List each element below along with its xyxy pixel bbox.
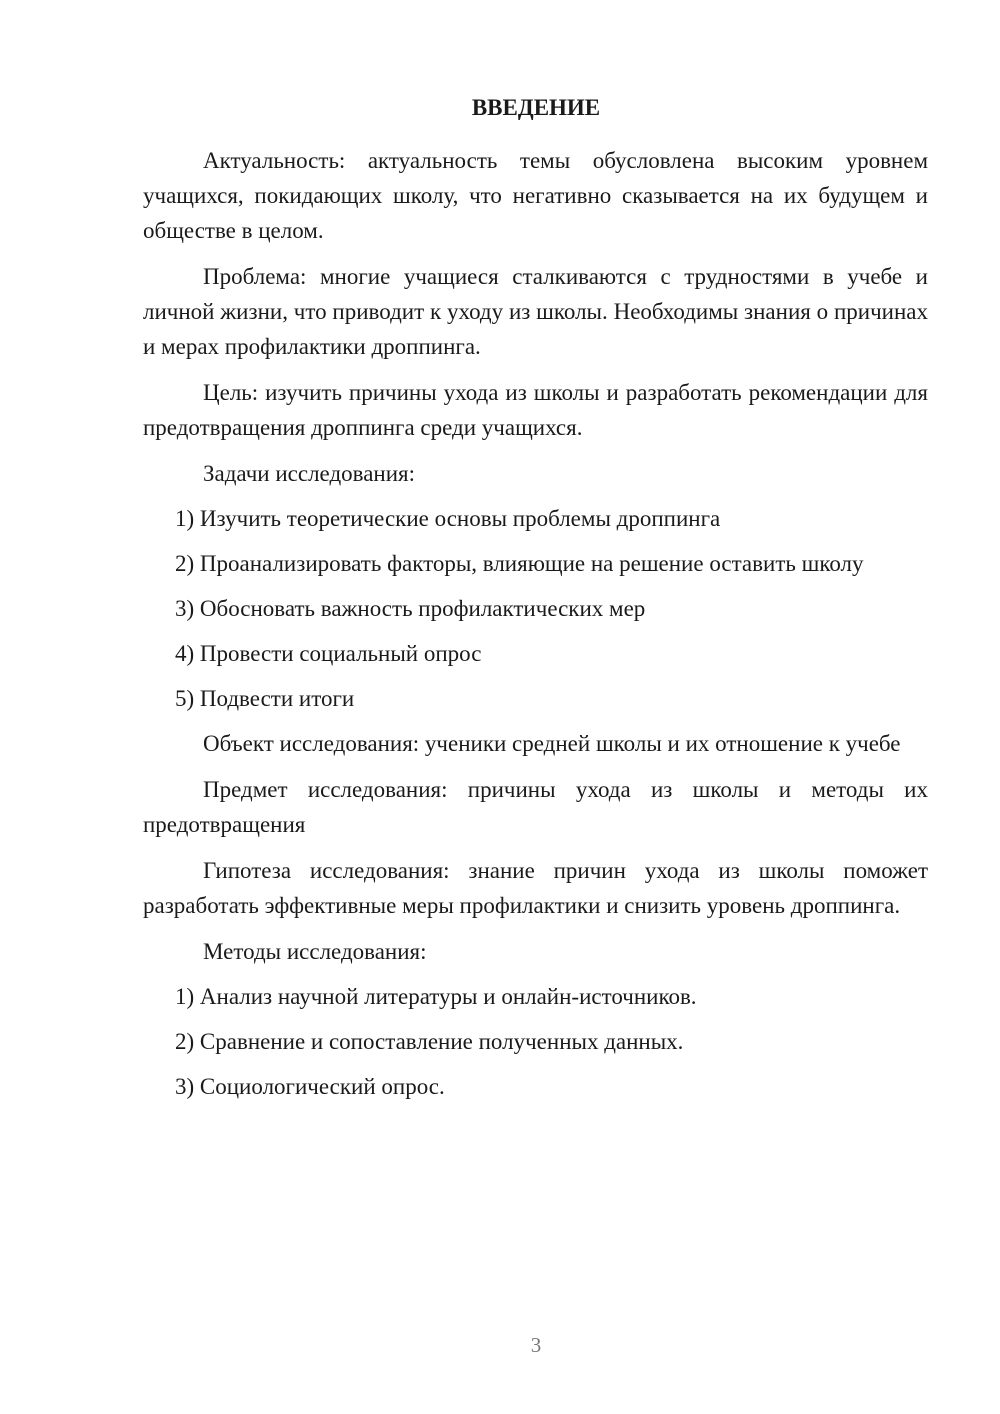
paragraph-hypothesis: Гипотеза исследования: знание причин ухода из школы поможет разработать эффективные меры профилактики и снизить уровень дроппинга.	[143, 858, 928, 918]
paragraph-object: Объект исследования: ученики средней школы и их отношение к учебе	[203, 731, 901, 756]
paragraph-relevance: Актуальность: актуальность темы обусловлена высоким уровнем учащихся, покидающих школу, что негативно сказывается на их будущем и обществе в целом.	[143, 148, 928, 243]
method-item: 3) Социологический опрос.	[175, 1074, 445, 1099]
methods-heading: Методы исследования:	[203, 939, 427, 964]
task-item: 4) Провести социальный опрос	[175, 641, 482, 666]
task-item: 5) Подвести итоги	[175, 686, 355, 711]
task-item: 1) Изучить теоретические основы проблемы дроппинга	[175, 506, 721, 531]
method-item: 2) Сравнение и сопоставление полученных данных.	[175, 1029, 684, 1054]
task-item: 3) Обосновать важность профилактических мер	[175, 596, 646, 621]
paragraph-problem: Проблема: многие учащиеся сталкиваются с трудностями в учебе и личной жизни, что приводит к уходу из школы. Необходимы знания о причинах и мерах профилактики дроппинга.	[143, 264, 928, 359]
page-title: ВВЕДЕНИЕ	[471, 95, 601, 120]
task-item: 2) Проанализировать факторы, влияющие на решение оставить школу	[175, 551, 864, 576]
tasks-heading: Задачи исследования:	[203, 461, 416, 486]
page-number: 3	[530, 1333, 542, 1357]
method-item: 1) Анализ научной литературы и онлайн-источников.	[175, 984, 697, 1009]
paragraph-goal: Цель: изучить причины ухода из школы и разработать рекомендации для предотвращения дроппинга среди учащихся.	[143, 380, 928, 440]
paragraph-subject: Предмет исследования: причины ухода из школы и методы их предотвращения	[143, 777, 928, 837]
document-body	[143, 143, 928, 1114]
